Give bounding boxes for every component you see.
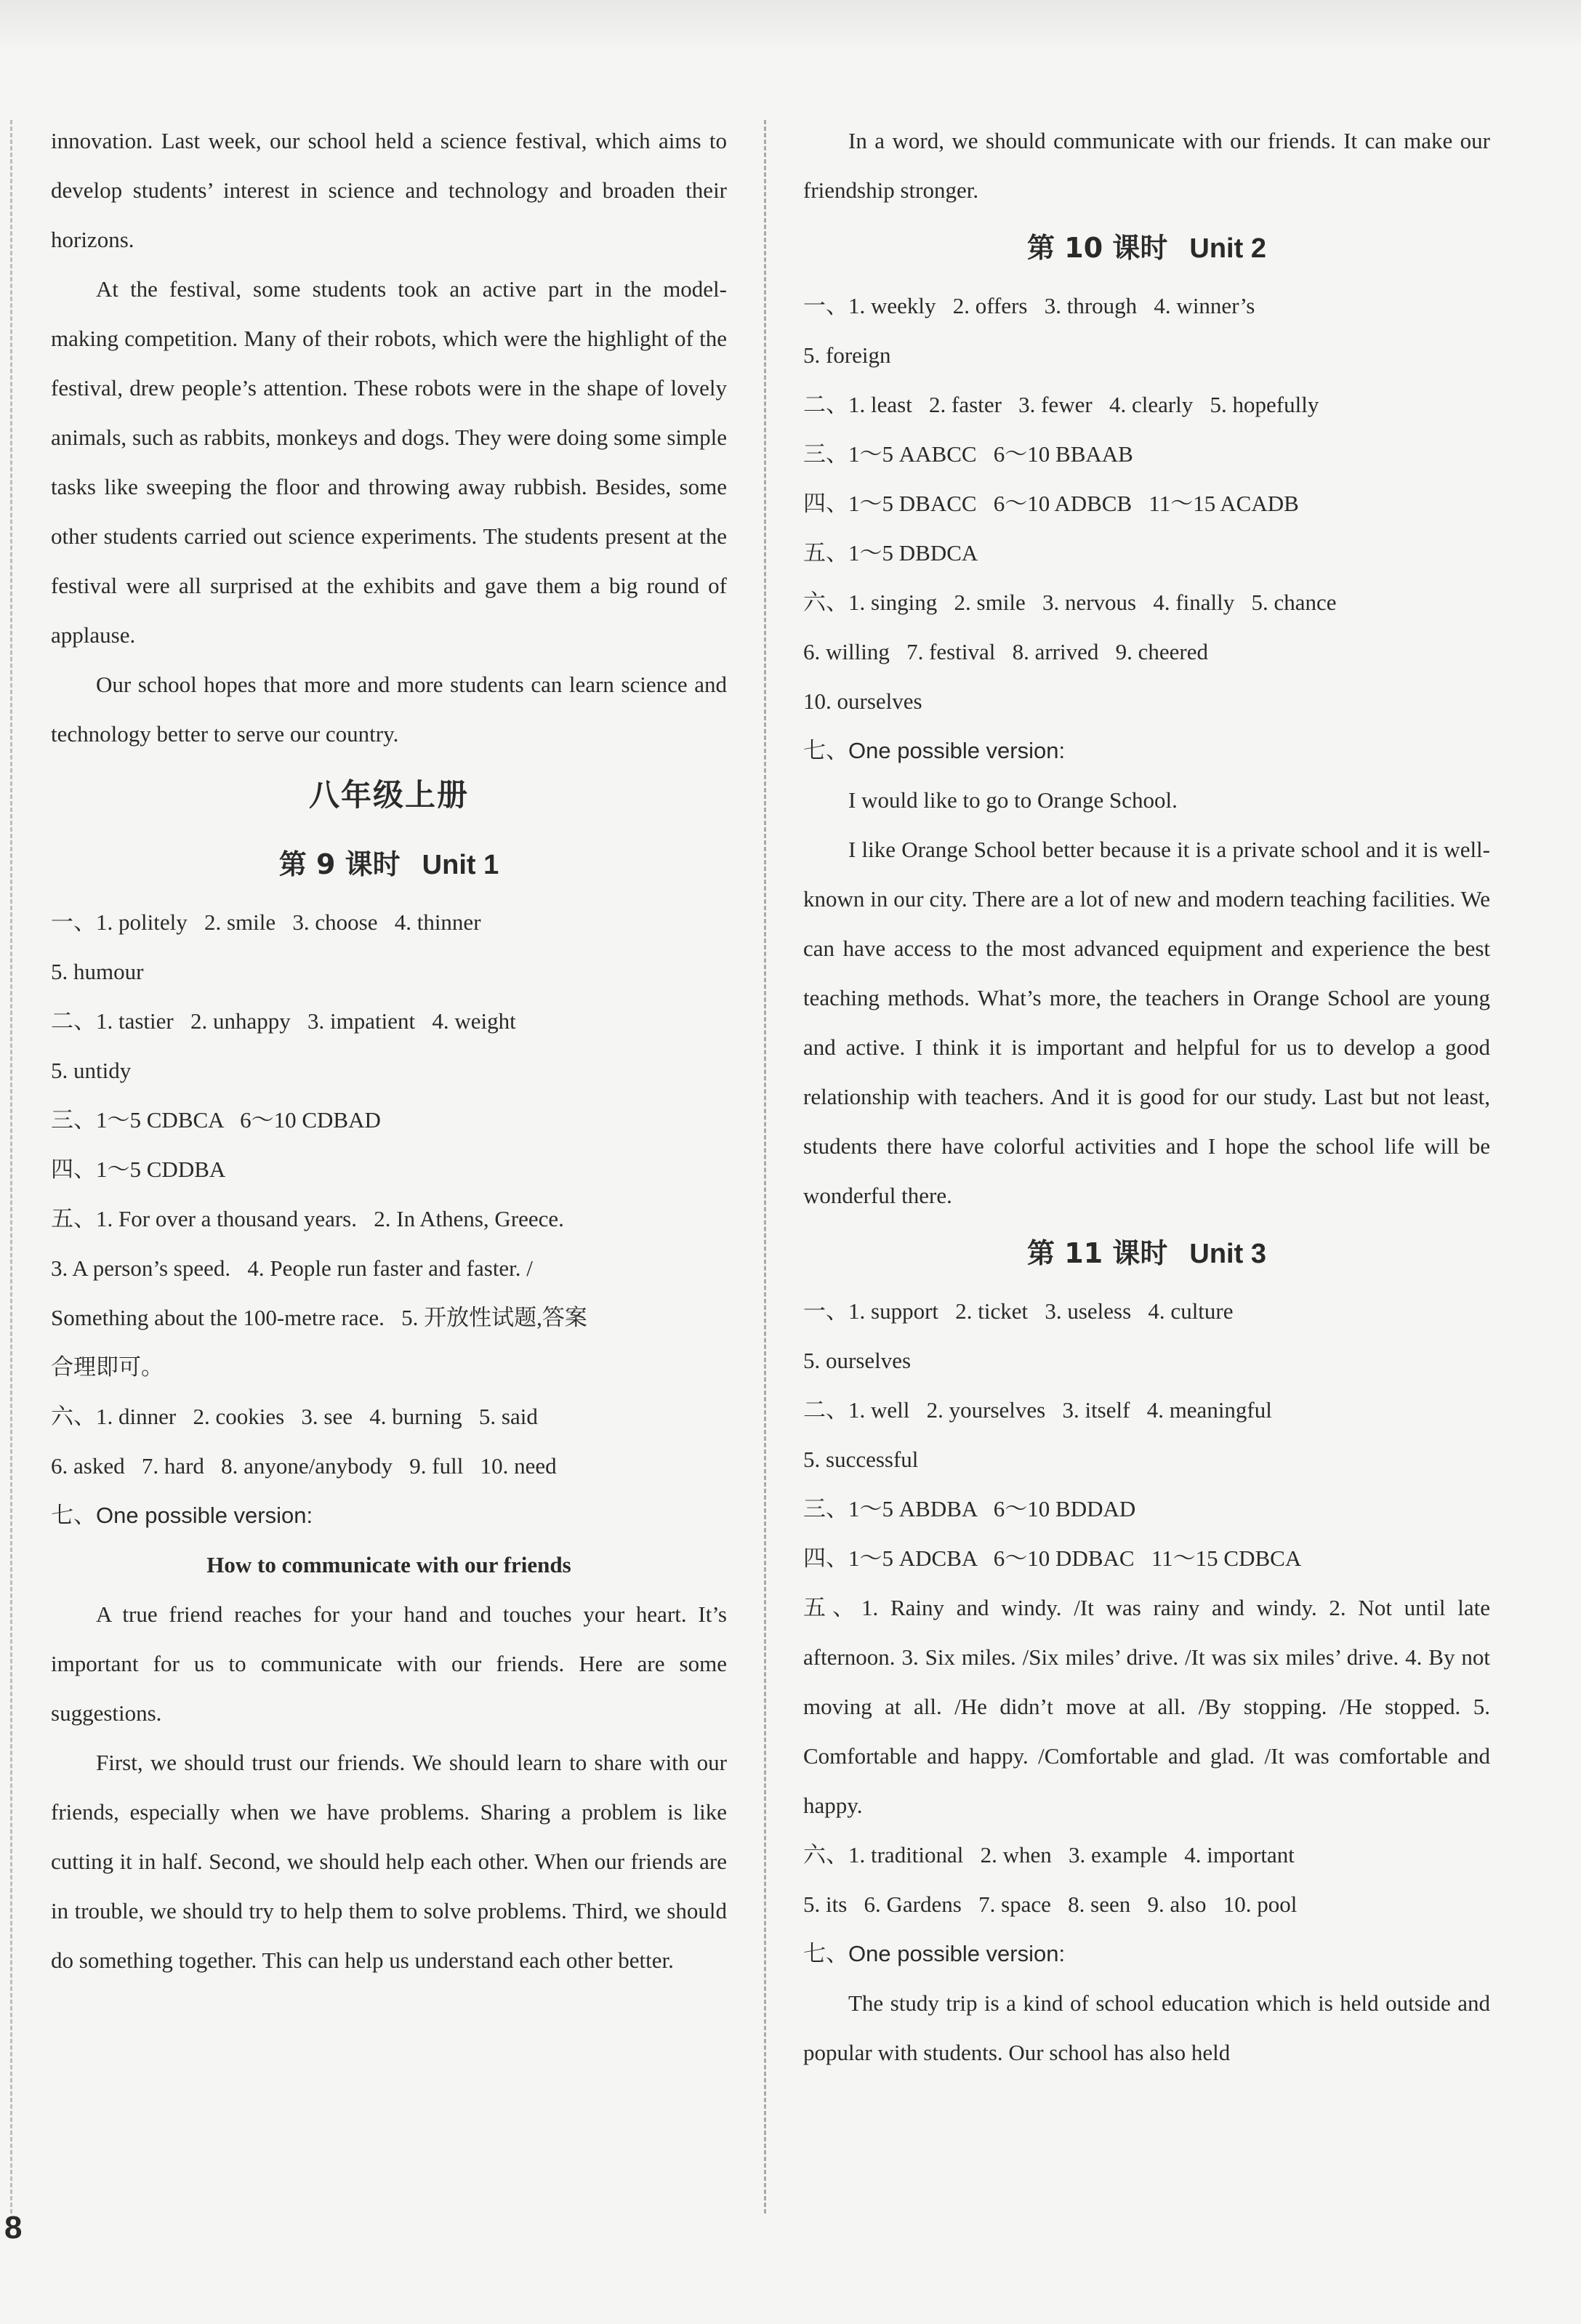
lesson-9-heading <box>51 832 727 898</box>
answer-line: 三、1～5 ABDBA 6～10 BDDAD <box>803 1496 1136 1521</box>
intro-paragraph-2: At the festival, some students took an active part in the model-making competition. Many of their robots, which were the highlight of the festival, drew people’s attention. These robots were in the shape of lovely animals, such as rabbits, monkeys and dogs. They were doing some simple tasks like sweeping the floor and throwing away rubbish. Besides, some other students carried out science experiments. The students present at the festival were all surprised at the exhibits and gave them a big round of applause. <box>51 276 727 648</box>
version-label: 七、One possible version: <box>51 1503 313 1528</box>
column-divider <box>764 120 766 2214</box>
answer-line: 六、1. traditional 2. when 3. example 4. important <box>803 1842 1295 1867</box>
lesson-11-heading <box>803 1221 1490 1287</box>
answer-line: 一、1. weekly 2. offers 3. through 4. winner’s <box>803 293 1255 318</box>
answer-line: 六、1. dinner 2. cookies 3. see 4. burning 5. said <box>51 1404 538 1429</box>
answer-line: 二、1. tastier 2. unhappy 3. impatient 4. weight <box>51 1008 516 1034</box>
answer-line: 五、1. For over a thousand years. 2. In Athens, Greece. <box>51 1206 564 1231</box>
lesson-11-unit: Unit 3 <box>1189 1239 1266 1269</box>
lesson-9-unit: Unit 1 <box>422 850 499 880</box>
essay-paragraph-1: The study trip is a kind of school education which is held outside and popular with students. Our school has also held <box>803 1990 1490 2065</box>
top-shadow <box>0 0 1581 51</box>
answer-line: 三、1～5 CDBCA 6～10 CDBAD <box>51 1107 381 1133</box>
left-margin-rule <box>10 120 12 2214</box>
lesson-11-title: 第 11 课时 <box>1027 1237 1168 1269</box>
answer-line: 四、1～5 CDDBA <box>51 1157 226 1182</box>
answer-line: Something about the 100-metre race. 5. 开放性试题,答案 <box>51 1305 587 1330</box>
lesson-10-heading <box>803 215 1490 281</box>
answer-line: 三、1～5 AABCC 6～10 BBAAB <box>803 441 1133 467</box>
answer-line: 5. foreign <box>803 342 891 368</box>
essay-title: How to communicate with our friends <box>206 1552 571 1577</box>
answer-line: 一、1. politely 2. smile 3. choose 4. thinner <box>51 909 481 935</box>
grade-heading: 八年级上册 <box>308 777 469 813</box>
answer-line: 二、1. least 2. faster 3. fewer 4. clearly 5. hopefully <box>803 392 1319 417</box>
right-column <box>803 116 1490 2078</box>
answer-line: 合理即可。 <box>51 1354 164 1380</box>
intro-paragraph-3: Our school hopes that more and more students can learn science and technology better to serve our country. <box>51 672 727 747</box>
essay-paragraph-2: First, we should trust our friends. We should learn to share with our friends, especially when we have problems. Sharing a problem is like cutting it in half. Second, we should help each other. When our friends are in trouble, we should try to help them to solve problems. Third, we should do something together. This can help us understand each other better. <box>51 1750 727 1973</box>
answer-line: 5. humour <box>51 959 144 984</box>
answer-line: 10. ourselves <box>803 688 922 714</box>
answer-line: 5. its 6. Gardens 7. space 8. seen 9. also 10. pool <box>803 1891 1298 1917</box>
lesson-9-title: 第 9 课时 <box>278 848 401 880</box>
lesson-10-unit: Unit 2 <box>1189 233 1266 264</box>
answer-line: 5. untidy <box>51 1058 132 1083</box>
answer-line: 一、1. support 2. ticket 3. useless 4. culture <box>803 1298 1234 1324</box>
lesson-10-title: 第 10 课时 <box>1027 232 1168 264</box>
answer-line: 六、1. singing 2. smile 3. nervous 4. finally 5. chance <box>803 590 1337 615</box>
essay-paragraph-1: I would like to go to Orange School. <box>848 787 1178 813</box>
answer-line: 五、1～5 DBDCA <box>803 540 978 566</box>
left-column <box>51 116 727 1985</box>
answer-line: 四、1～5 ADCBA 6～10 DDBAC 11～15 CDBCA <box>803 1545 1302 1571</box>
answer-line: 3. A person’s speed. 4. People run faster and faster. / <box>51 1255 533 1281</box>
answer-line: 二、1. well 2. yourselves 3. itself 4. meaningful <box>803 1397 1272 1423</box>
right-top-paragraph: In a word, we should communicate with our friends. It can make our friendship stronger. <box>803 128 1490 203</box>
page-number: 8 <box>4 2210 23 2245</box>
answer-line: 6. willing 7. festival 8. arrived 9. cheered <box>803 639 1208 664</box>
answer-line: 6. asked 7. hard 8. anyone/anybody 9. full 10. need <box>51 1453 557 1479</box>
answer-q5: 五、1. Rainy and windy. /It was rainy and windy. 2. Not until late afternoon. 3. Six miles. /Six miles’ drive. /It was six miles’ drive. 4. By not moving at all. /He didn’t move at all. /By stopping. /He stopped. 5. Comfortable and happy. /Comfortable and glad. /It was comfortable and happy. <box>803 1595 1490 1818</box>
answer-line: 四、1～5 DBACC 6～10 ADBCB 11～15 ACADB <box>803 491 1299 516</box>
answer-line: 5. ourselves <box>803 1348 912 1373</box>
essay-paragraph-1: A true friend reaches for your hand and touches your heart. It’s important for us to communicate with our friends. Here are some suggestions. <box>51 1601 727 1726</box>
version-label: 七、One possible version: <box>803 1941 1066 1966</box>
answer-line: 5. successful <box>803 1447 919 1472</box>
intro-paragraph-1: innovation. Last week, our school held a science festival, which aims to develop students’ interest in science and technology and broaden their horizons. <box>51 128 727 252</box>
essay-paragraph-2: I like Orange School better because it is a private school and it is well-known in our city. There are a lot of new and modern teaching facilities. We can have access to the most advanced equipment and experience the best teaching methods. What’s more, the teachers in Orange School are young and active. I think it is important and helpful for us to develop a good relationship with teachers. And it is good for our study. Last but not least, students there have colorful activities and I hope the school life will be wonderful there. <box>803 837 1490 1208</box>
version-label: 七、One possible version: <box>803 738 1066 763</box>
